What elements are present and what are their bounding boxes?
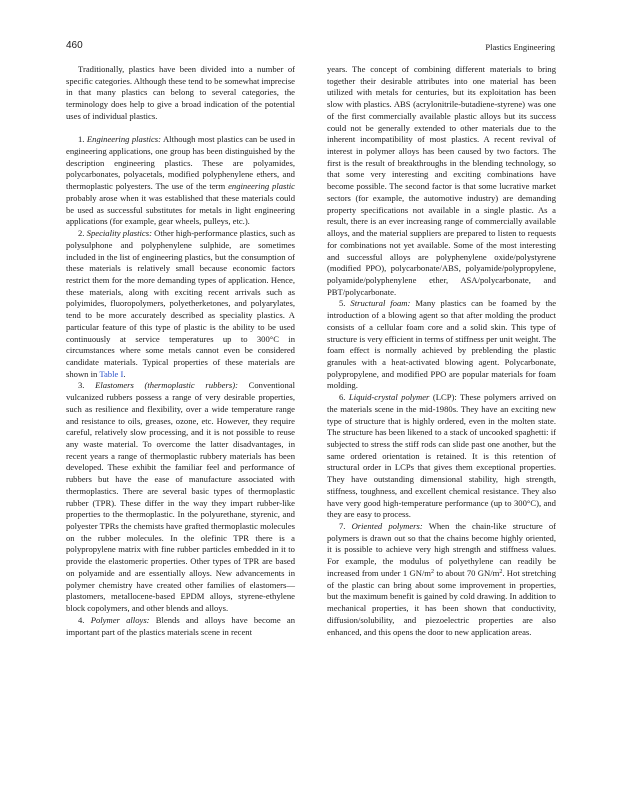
speciality-plastics-label: Speciality plastics:: [86, 228, 152, 239]
polymer-alloys-label: Polymer alloys:: [90, 614, 150, 625]
liquid-crystal-polymer-label: Liquid-crystal polymer: [348, 392, 430, 403]
page-number: 460: [66, 40, 83, 51]
running-title: Plastics Engineering: [485, 42, 555, 52]
paragraph-polymer-alloys-continued: years. The concept of combining different materials to bring together their desirable attributes into one material has been utilized with metals for centuries, but its exploitation has been slow with plastics. ABS (acrylonitrile-butadiene-styrene) was one of the first commercially available plastic alloys but its success could not be generally extended to other materials due to the inherent incompatibility of most plastics. A recent revival of interest in polymer alloys has been caused by two factors. The first is the result of breakthroughs in the blending technology, so that some very interesting and exciting combinations have become possible. The second factor is that some lucrative market sectors (for example, the automotive industry) are demanding property specifications not available in a single plastic. As a result, there is an ever increasing range of commercially available alloys, and the material suppliers are prepared to listen to requests for combinations not yet available. Some of the most interesting and successful alloys are polyphenylene oxide/polystyrene (modified PPO), polycarbonate/ABS, polyamide/polypropylene, polyamide/polyphenylene ether, ASA/polycarbonate, and PBT/polycarbonate.: [327, 64, 556, 297]
oriented-polymers-label: Oriented polymers:: [351, 521, 423, 532]
paragraph-elastomers: 3. Elastomers (thermoplastic rubbers): Conventional vulcanized rubbers possess a range of very desirable properties, such as resilience and flexibility, over a wide temperature range and resistance to oils, greases, ozone, etc. However, they require careful, relatively slow processing, and it is not possible to reuse any waste material. To overcome the latter disadvantages, in recent years a range of thermoplastic rubbery materials has been developed. These exhibit the familiar feel and performance of rubbers but have the ease of manufacture associated with thermoplastics. There are several basic types of thermoplastic rubber (TPR). These differ in the way they impart rubber-like properties to the thermoplastic. In the polyurethane, styrenic, and polyester TPRs the chemists have grafted thermoplastic molecules on the rubber molecules. In the olefinic TPR there is a polypropylene matrix with fine rubber particles embedded in it to provide the elastomeric properties. Other types of TPR are based on polyamide and are essentially alloys. New advancements in polymer chemistry have created other families of elastomers—plastomers, metallocene-based EPDM alloys, styrene-ethylene block copolymers, and other blends and alloys.: [66, 380, 295, 614]
engineering-plastic-term: engineering plastic: [228, 181, 295, 192]
elastomers-label: Elastomers (thermoplastic rubbers):: [95, 380, 238, 391]
paragraph-engineering-plastics: 1. Engineering plastics: Although most plastics can be used in engineering applications, one group has been distinguished by the description engineering plastics. These are polyamides, polycarbonates, polyacetals, modified polyphenylene ethers, and thermoplastic polyesters. The use of the term engineering plastic probably arose when it was established that these materials could be used as successful substitutes for metals in light engineering applications (for example, gear wheels, pulleys, etc.).: [66, 134, 296, 227]
left-column: [66, 64, 295, 638]
paragraph-oriented-polymers: 7. Oriented polymers: When the chain-like structure of polymers is drawn out so that the chains become highly oriented, it is possible to achieve very high strength and stiffness values. For example, the modulus of polyethylene can readily be increased from under 1 $GN/m^2$ to about 70 $GN/m^2$. Hot stretching of the plastic can bring about some improvement in properties, but the maximum benefit is gained by cold drawing. In addition to mechanical properties, it has been shown that conductivity, diffusion/solubility, and piezoelectric properties are also enhanced, and this opens the door to new application areas.: [327, 521, 556, 637]
paragraph-structural-foam: 5. Structural foam: Many plastics can be foamed by the introduction of a blowing agent so that after molding the product consists of a cellular foam core and a solid skin. This type of structure is very efficient in terms of stiffness per unit weight. The foam effect is normally achieved by preblending the plastic granules with a heat-activated blowing agent. Polycarbonate, polypropylene, and modified PPO are popular materials for foam molding.: [327, 298, 557, 391]
paragraph-polymer-alloys: 4. Polymer alloys: Blends and alloys have become an important part of the plastics materials scene in recent: [66, 614, 296, 637]
structural-foam-label: Structural foam:: [350, 298, 411, 309]
engineering-plastics-label: Engineering plastics:: [86, 134, 162, 145]
table-i-link[interactable]: Table I: [99, 368, 124, 379]
paragraph-speciality-plastics: 2. Speciality plastics: Other high-performance plastics, such as polysulphone and polyphenylene sulphide, are sometimes included in the list of engineering plastics, but the consumption of these materials is relatively small because economic factors restrict them for the more demanding types of application. Hence, these materials, along with exciting recent arrivals such as polyimides, fluoropolymers, polyetherketones, and polyarylates, tend to be more accurately described as speciality plastics. A particular feature of this type of plastic is the ability to be used continuously at service temperatures up to 300°C in circumstances where some metals cannot even be considered candidate materials. Typical properties of these materials are shown in Table I.: [66, 228, 296, 379]
intro-paragraph: Traditionally, plastics have been divided into a number of specific categories. Although these tend to be somewhat imprecise in that many plastics can belong to several categories, the terminology does help to give a broad indication of the potential uses of individual plastics.: [66, 64, 295, 121]
right-column: [327, 64, 556, 638]
paragraph-liquid-crystal-polymer: 6. Liquid-crystal polymer (LCP): These polymers arrived on the materials scene in the mid-1980s. They have an exciting new type of structure that is highly ordered, even in the molten state. The structure has been likened to a stack of uncooked spaghetti: if subjected to stress the stiff rods can slide past one another, but the same ordered orientation is retained. It is this retention of structural order in LCPs that gives them exceptional properties. They have outstanding dimensional stability, high strength, stiffness, toughness, and excellent chemical resistance. They also have very good high-temperature performance (up to 300°C), and they are easy to process.: [327, 392, 556, 520]
